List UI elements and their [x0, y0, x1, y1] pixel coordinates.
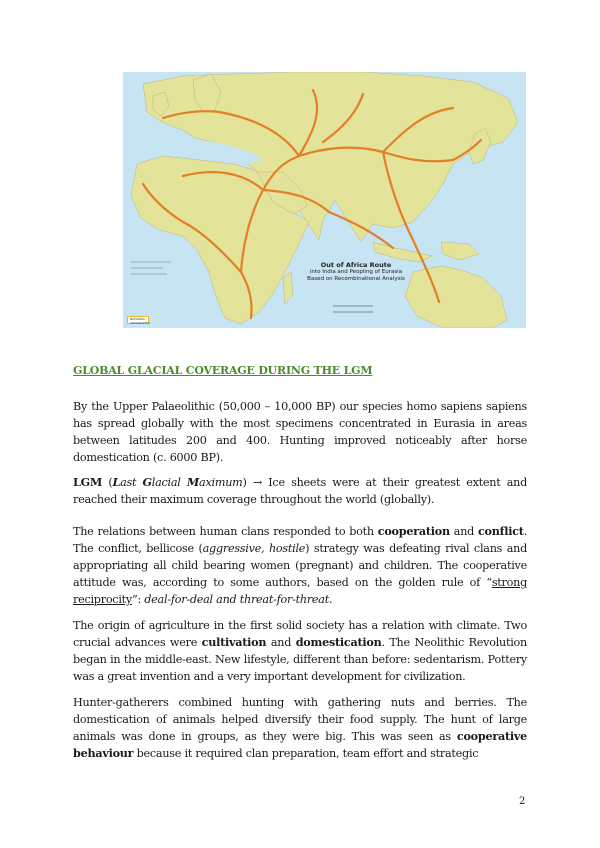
logo-text: NATIONAL GEOGRAPHIC [130, 317, 150, 325]
text: and [266, 636, 296, 649]
paragraph-hunter-gatherers [73, 694, 527, 762]
text: Hunter-gatherers combined hunting with gathering nuts and berries. The domestication of animals helped diversify their food supply. The hunt of large animals was done in groups, as they were big. This was seen as [73, 696, 527, 743]
out-of-africa-map [123, 72, 526, 328]
paragraph-clan-relations [73, 523, 527, 608]
paragraph-agriculture [73, 617, 527, 685]
section-heading: GLOBAL GLACIAL COVERAGE DURING THE LGM [73, 364, 373, 377]
text: M [186, 475, 200, 489]
text: L [112, 475, 121, 489]
paragraph-lgm [73, 474, 527, 508]
text: . The Neolithic Revolution began in the middle-east. New lifestyle, different than before: sedentarism. Pottery was a great invention and a very important development for civilization. [73, 636, 527, 683]
gloss-aggressive-hostile: aggressive, hostile [202, 542, 306, 555]
map-subtitle-2: Based on Recombinational Analysis [307, 276, 405, 282]
text: lacial [151, 476, 187, 489]
text: The relations between human clans responded to both [73, 525, 378, 538]
text: ( [102, 476, 113, 489]
text: ast [120, 476, 143, 489]
national-geographic-logo [127, 316, 149, 324]
lgm-term: LGM [73, 475, 103, 489]
page-number: 2 [519, 796, 526, 807]
text: aximum [199, 476, 243, 489]
term-strong-reciprocity: strong reciprocity [73, 576, 527, 606]
text: ”: [131, 593, 145, 606]
text: ) → [242, 476, 269, 489]
keyword-cooperation: cooperation [377, 524, 450, 538]
text: . The conflict, bellicose ( [73, 525, 527, 555]
lgm-expansion [112, 476, 242, 489]
text: and [449, 525, 478, 538]
map-subtitle-1: into India and Peopling of Eurasia [309, 269, 403, 275]
keyword-domestication: domestication [295, 635, 382, 649]
map-title: Out of Africa Route [320, 261, 392, 269]
map-title-block [281, 262, 431, 283]
quote-deal-for-deal: deal-for-deal and threat-for-threat. [144, 593, 333, 606]
keyword-cultivation: cultivation [201, 635, 267, 649]
map-drawing [123, 72, 526, 328]
text: ) strategy was defeating rival clans and appropriating all child bearing women (pregnant) and children. The cooperative attitude was, according to some authors, based on the golden rule of “ [73, 542, 528, 589]
text: Ice sheets were at their greatest extent and reached their maximum coverage throughout the world (globally). [73, 476, 528, 506]
text: G [142, 475, 152, 489]
keyword-cooperative-behaviour: cooperative behaviour [73, 729, 527, 760]
keyword-conflict: conflict [477, 524, 524, 538]
text: because it required clan preparation, team effort and strategic [133, 747, 479, 760]
paragraph-upper-palaeolithic: By the Upper Palaeolithic (50,000 – 10,000 BP) our species homo sapiens sapiens has spread globally with the most specimens concentrated in Eurasia in areas between latitudes 200 and 400. Hunting improved noticeably after horse domestication (c. 6000 BP). [73, 400, 527, 464]
text: The origin of agriculture in the first solid society has a relation with climate. Two crucial advances were [73, 619, 527, 649]
